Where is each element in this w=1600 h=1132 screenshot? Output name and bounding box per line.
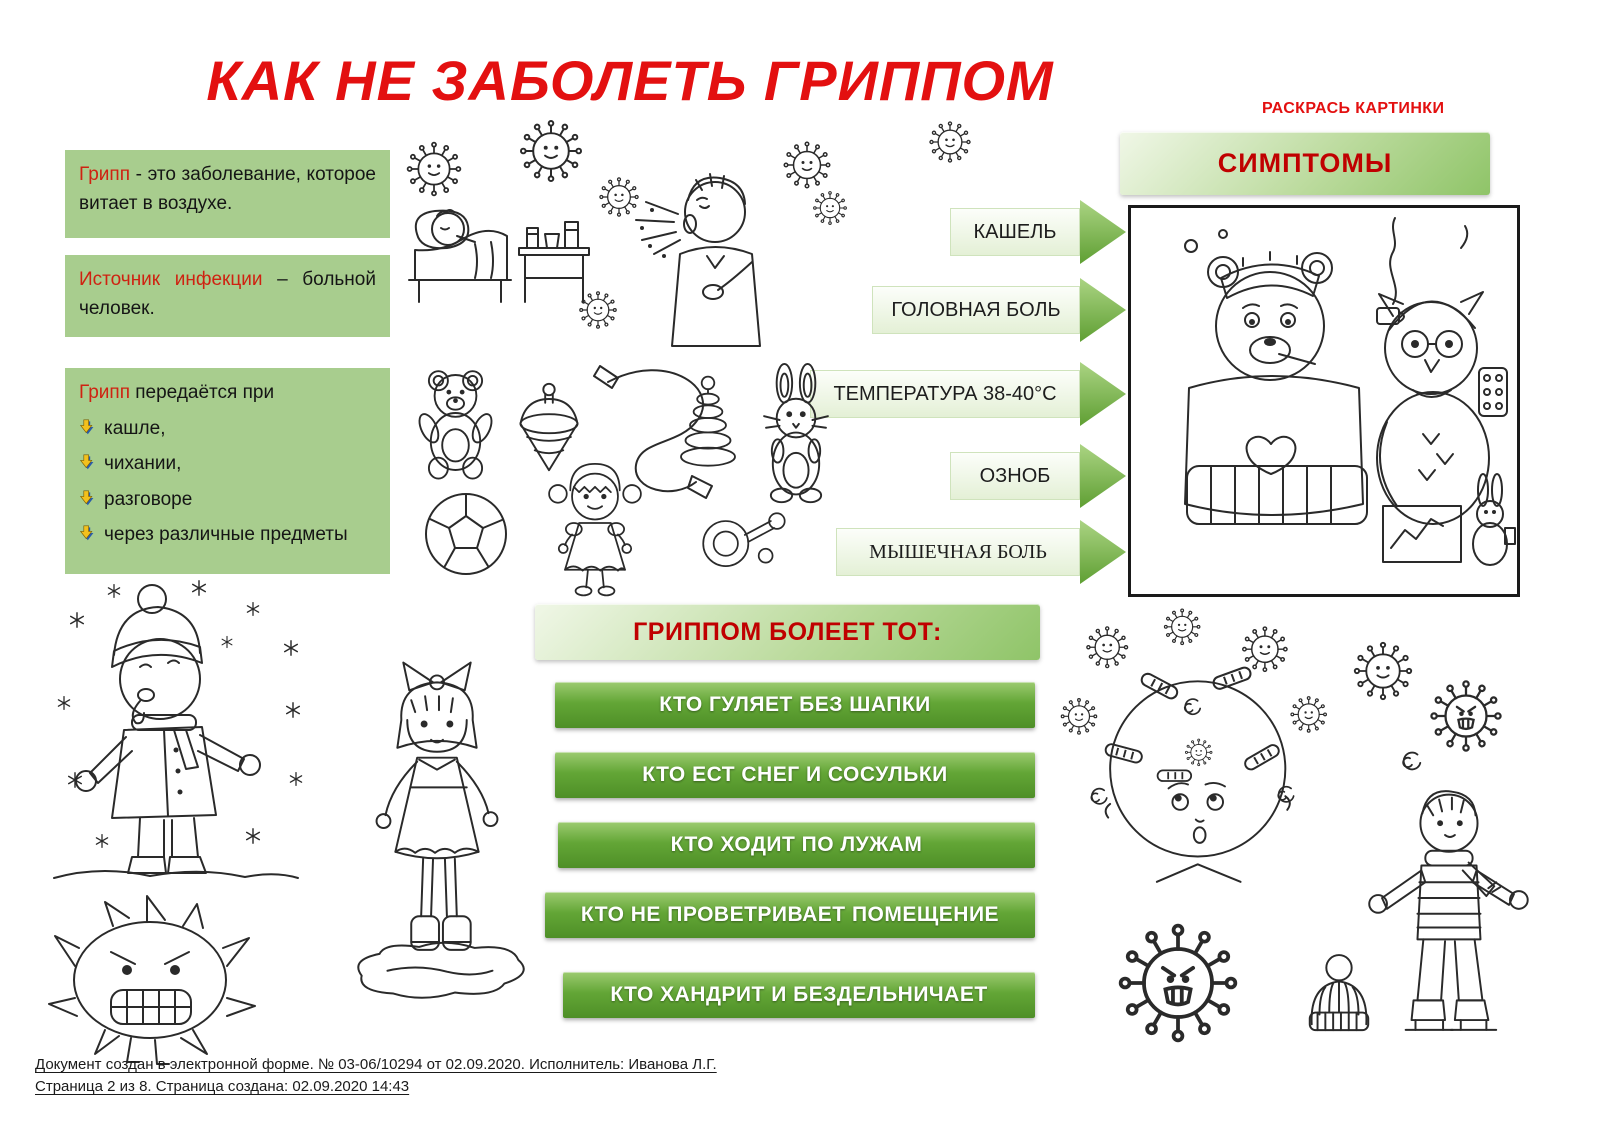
doll-illustration [536,448,654,598]
info-text: – больной человек. [79,269,376,319]
info-box-infection-source [65,255,390,337]
symptoms-header: СИМПТОМЫ [1120,132,1490,195]
virus-face-illustration [1115,920,1241,1046]
arrow-bullet-icon [79,525,95,541]
info-text: передаётся при [129,382,275,403]
symptom-label: КАШЕЛЬ [950,208,1080,256]
arrow-right-icon [1080,362,1126,426]
ball-illustration [420,488,512,580]
virus-icon [782,140,832,190]
risk-bar-eats-snow: КТО ЕСТ СНЕГ И СОСУЛЬКИ [555,752,1035,798]
risk-bar-walks-in-puddles: КТО ХОДИТ ПО ЛУЖАМ [558,822,1035,868]
sneezing-boy-illustration [612,158,782,348]
arrow-right-icon [1080,200,1126,264]
arrow-right-icon [1080,278,1126,342]
symptom-arrow-temperature [810,362,1126,426]
footer-page-info: Страница 2 из 8. Страница создана: 02.09.2020 14:43 [35,1078,410,1095]
list-item-label: чихании, [104,453,182,474]
skating-boy-illustration [1358,772,1536,1087]
risk-bar-walks-without-hat: КТО ГУЛЯЕТ БЕЗ ШАПКИ [555,682,1035,728]
symptom-arrow-headache [872,278,1126,342]
rabbit-toy-illustration [752,362,840,507]
arrow-bullet-icon [79,419,95,435]
boy-catching-snow-illustration [40,575,310,885]
symptom-label: МЫШЕЧНАЯ БОЛЬ [836,528,1080,576]
virus-icon [812,190,848,226]
symptom-label: ТЕМПЕРАТУРА 38-40°С [810,370,1080,418]
teddy-bear-illustration [408,365,503,480]
list-item [79,450,376,479]
arrow-right-icon [1080,444,1126,508]
virus-icon [1428,678,1504,754]
coloring-picture-bear-owl [1128,205,1520,597]
girl-in-puddle-illustration [328,648,546,1016]
list-item [79,415,376,444]
symptom-arrow-muscle-pain [836,520,1126,584]
color-instruction: РАСКРАСЬ КАРТИНКИ [1262,100,1445,117]
sick-person-illustration [395,152,595,337]
rattle-illustration [688,502,793,580]
symptom-label: ГОЛОВНАЯ БОЛЬ [872,286,1080,334]
boy-germs-head-illustration [1042,600,1334,895]
arrow-bullet-icon [79,454,95,470]
info-highlight: Источник инфекции [79,269,263,290]
list-item-label: кашле, [104,417,166,439]
arrow-bullet-icon [79,490,95,506]
list-item-label: разговоре [104,488,193,510]
symptom-arrow-chills [950,444,1126,508]
risk-list-header: ГРИППОМ БОЛЕЕТ ТОТ: [535,604,1040,660]
bear-owl-scene [1131,208,1517,594]
info-box-flu-definition [65,150,390,238]
symptom-label: ОЗНОБ [950,452,1080,500]
info-highlight: Грипп [79,164,130,185]
list-item [79,521,376,550]
arrow-right-icon [1080,520,1126,584]
page-title: КАК НЕ ЗАБОЛЕТЬ ГРИППОМ [206,49,1054,112]
risk-bar-moping-idle: КТО ХАНДРИТ И БЕЗДЕЛЬНИЧАЕТ [563,972,1035,1018]
flu-monster-illustration [35,878,270,1068]
footer-document-info: Документ создан в электронной форме. № 03-06/10294 от 02.09.2020. Исполнитель: Иванова Л.Г. [35,1056,717,1073]
virus-icon [1352,640,1414,702]
risk-bar-no-ventilation: КТО НЕ ПРОВЕТРИВАЕТ ПОМЕЩЕНИЕ [545,892,1035,938]
list-item-label: через различные предметы [104,524,348,545]
pyramid-toy-illustration [672,365,744,480]
list-item [79,486,376,515]
info-text: - это заболевание, которое витает в воздухе. [79,164,376,214]
symptom-arrow-cough [950,200,1126,264]
transmission-heading [79,379,376,408]
info-box-transmission [65,368,390,574]
virus-icon [928,120,972,164]
info-highlight: Грипп [79,382,130,403]
